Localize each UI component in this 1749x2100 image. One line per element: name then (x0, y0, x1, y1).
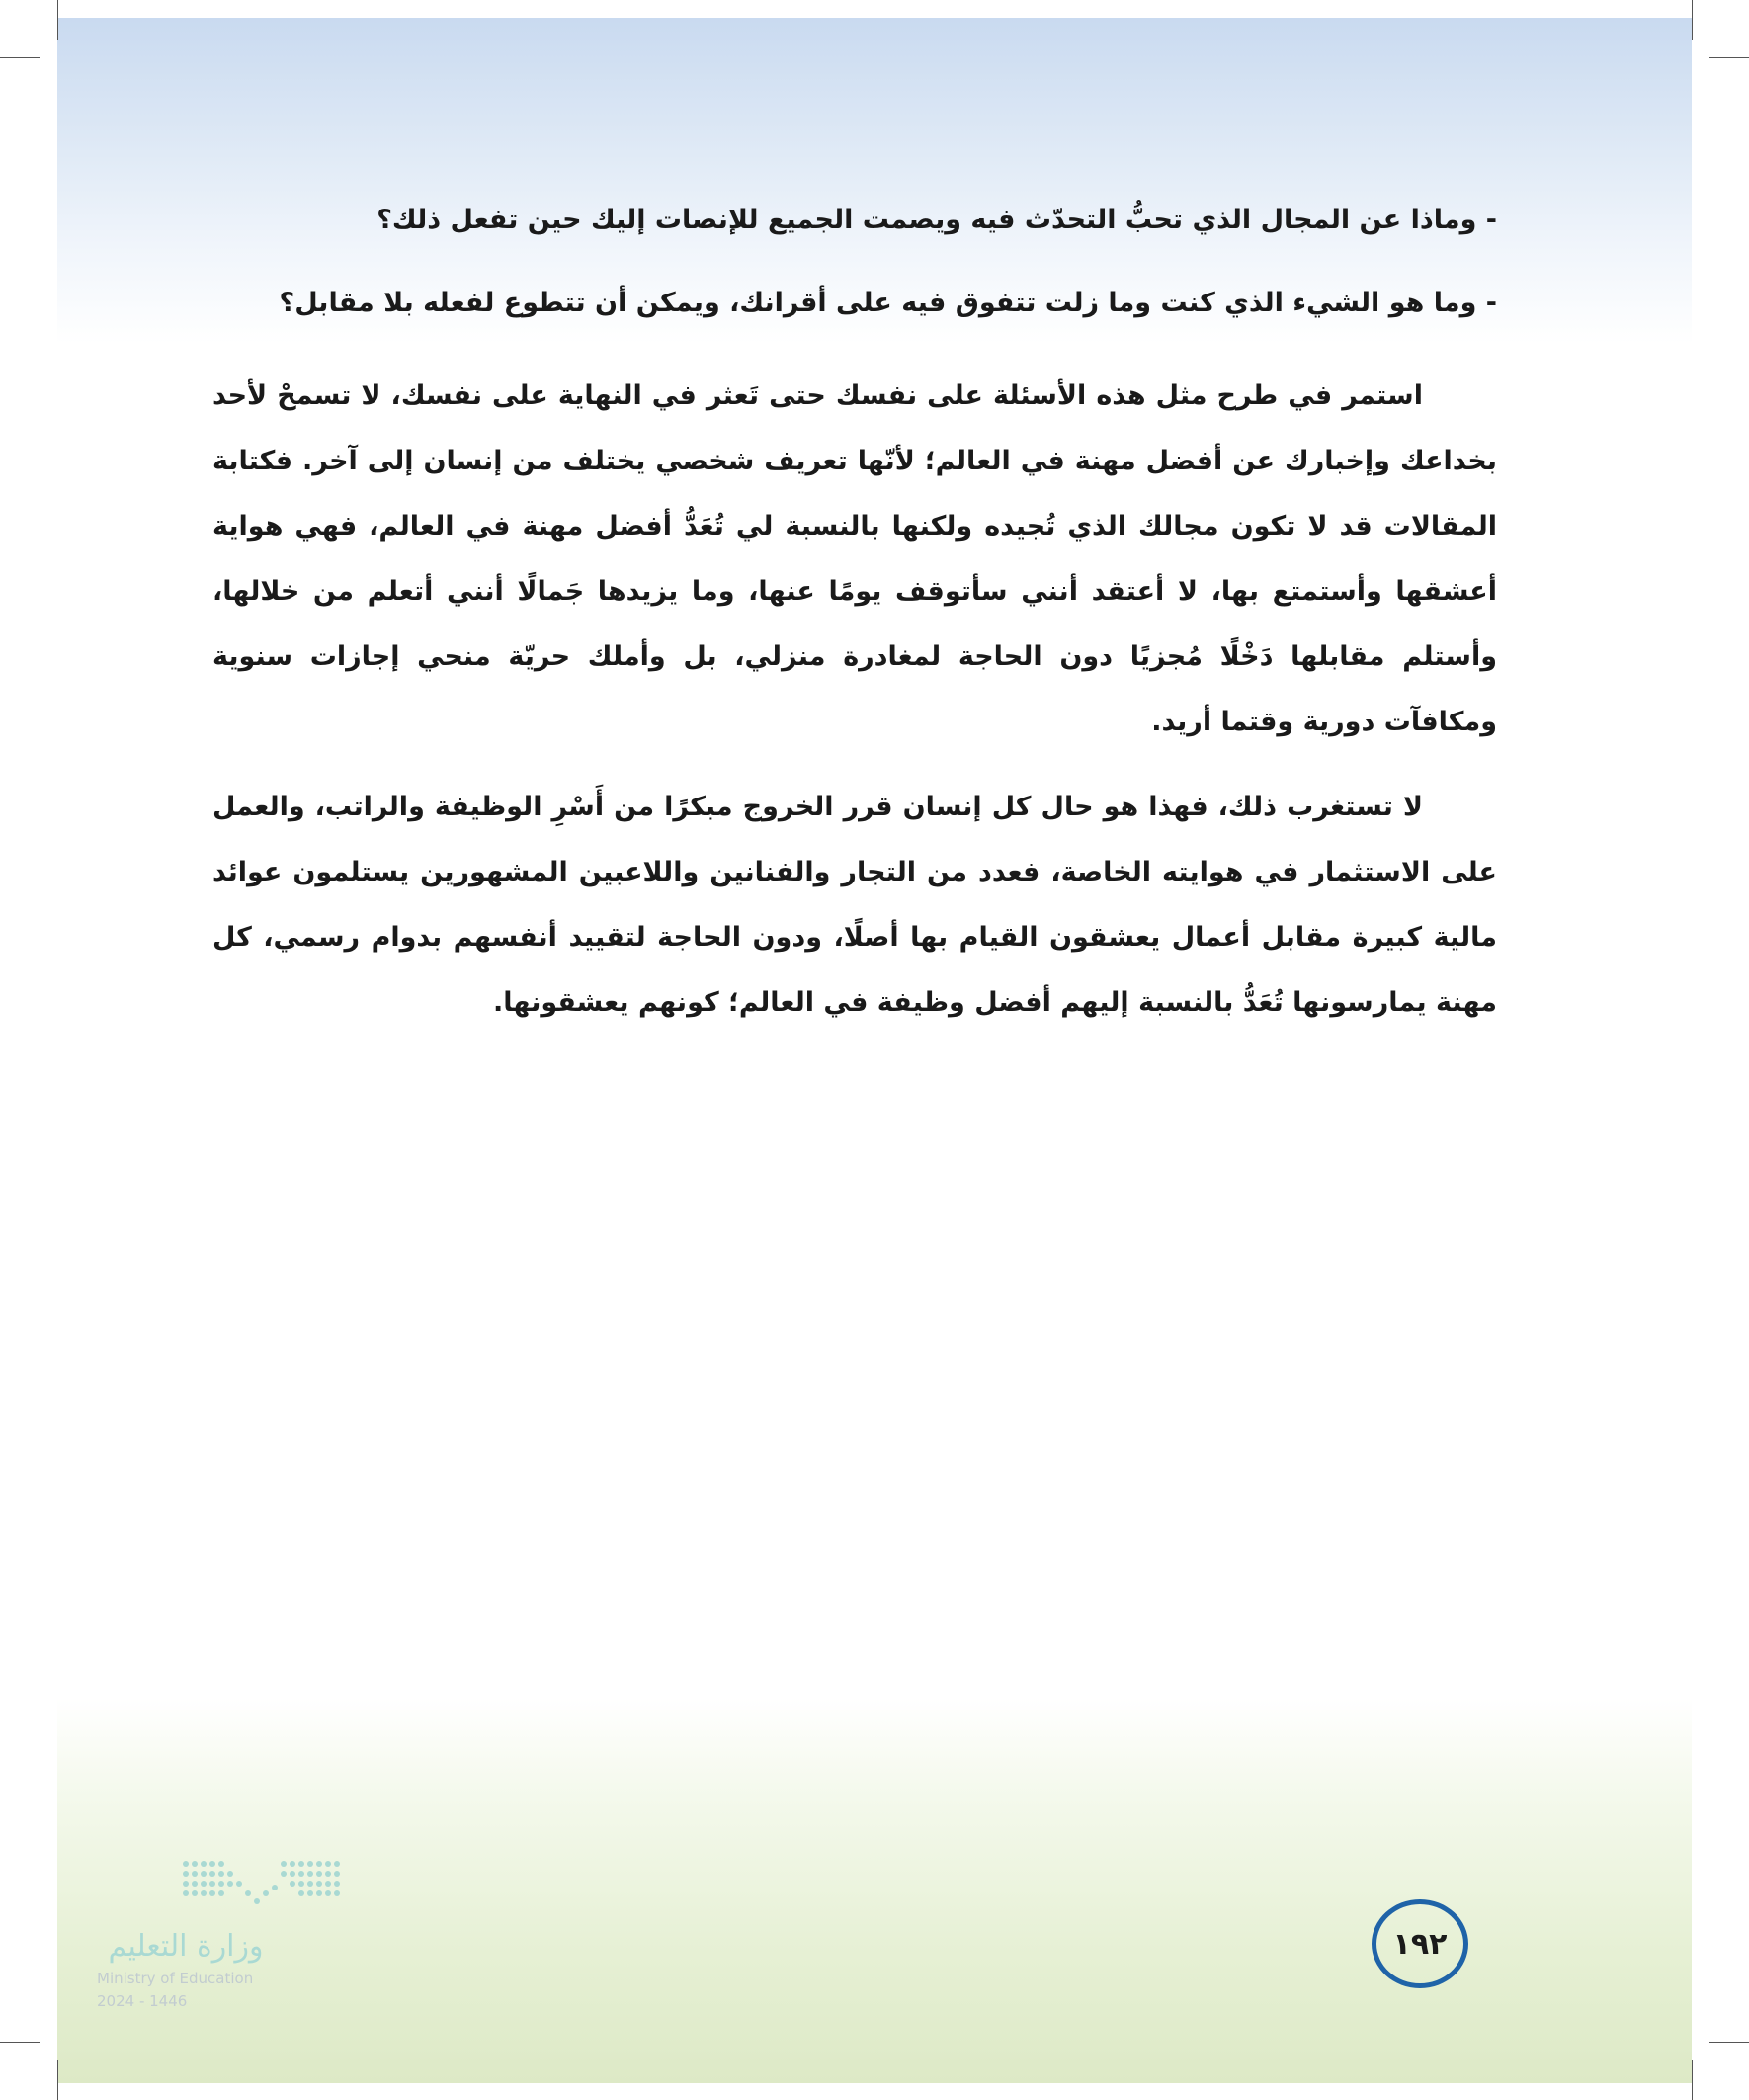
crop-mark (0, 2042, 40, 2043)
paragraph: استمر في طرح مثل هذه الأسئلة على نفسك حتى تَعثر في النهاية على نفسك، لا تسمحْ لأحد بخداعك وإخبارك عن أفضل مهنة في العالم؛ لأنّها تعريف شخصي يختلف من إنسان إلى آخر. فكتابة المقالات قد لا تكون مجالك الذي تُجيده ولكنها بالنسبة لي تُعَدُّ أفضل مهنة في العالم، فهي هواية أعشقها وأستمتع بها، لا أعتقد أنني سأتوقف يومًا عنها، وما يزيدها جَمالًا أنني أتعلم من خلالها، وأستلم مقابلها دَخْلًا مُجزيًا دون الحاجة لمغادرة منزلي، بل وأملك حريّة منحي إجازات سنوية ومكافآت دورية وقتما أريد. (212, 380, 1497, 737)
page-number-badge (1372, 1899, 1468, 1988)
crop-mark (1692, 0, 1693, 40)
page-number: ١٩٢ (1392, 1926, 1448, 1962)
article-body (212, 198, 1497, 1050)
question-line: - وما هو الشيء الذي كنت وما زلت تتفوق فيه على أقرانك، ويمكن أن تتطوع لفعله بلا مقابل؟ (279, 288, 1497, 318)
ministry-logo-dots-icon (181, 1858, 349, 1917)
crop-mark (1709, 2042, 1749, 2043)
ministry-logo (97, 1858, 354, 2026)
crop-mark (1709, 57, 1749, 58)
crop-mark (57, 0, 58, 40)
ministry-name-english: Ministry of Education (97, 1970, 254, 1987)
question-line: - وماذا عن المجال الذي تحبُّ التحدّث فيه ويصمت الجميع للإنصات إليك حين تفعل ذلك؟ (376, 205, 1497, 235)
crop-mark (1692, 2060, 1693, 2100)
crop-mark (0, 57, 40, 58)
crop-mark (57, 2060, 58, 2100)
paragraph: لا تستغرب ذلك، فهذا هو حال كل إنسان قرر الخروج مبكرًا من أَسْرِ الوظيفة والراتب، والعمل على الاستثمار في هوايته الخاصة، فعدد من التجار والفنانين واللاعبين المشهورين يستلمون عوائد مالية كبيرة مقابل أعمال يعشقون القيام بها أصلًا، ودون الحاجة لتقييد أنفسهم بدوام رسمي، كل مهنة يمارسونها تُعَدُّ بالنسبة إليهم أفضل وظيفة في العالم؛ كونهم يعشقونها. (212, 792, 1497, 1018)
ministry-name-arabic: وزارة التعليم (108, 1929, 264, 1964)
edition-year: 2024 - 1446 (97, 1992, 188, 2010)
